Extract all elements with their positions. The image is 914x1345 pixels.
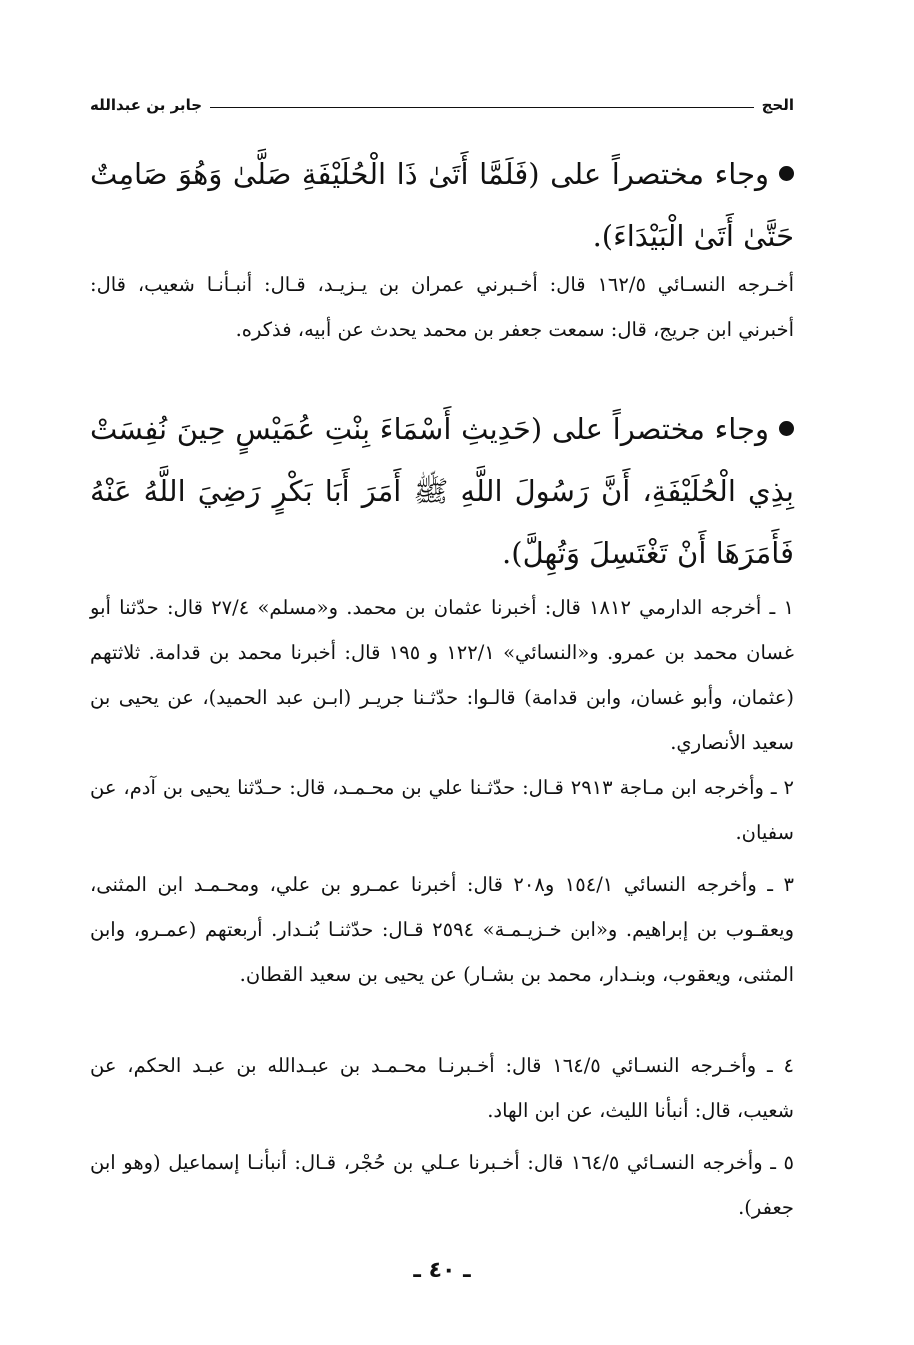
running-header — [90, 90, 794, 120]
footnote-paragraph — [90, 765, 794, 855]
quoted-section-1 — [90, 143, 794, 267]
footnote-paragraph — [90, 862, 794, 997]
note-text: ٥ ـ وأخرجه النسـائي ١٦٤/٥ قال: أخـبرنا عـلي بن حُجْر، قـال: أنبأنـا إسماعيل (وهو ابن جعفر). — [90, 1151, 794, 1219]
section-intro: وجاء مختصراً على — [551, 412, 769, 446]
footnote-paragraph — [90, 585, 794, 765]
footnote-paragraph — [90, 262, 794, 352]
bullet-icon — [779, 421, 794, 436]
section-quote: (فَلَمَّا أَتَىٰ ذَا الْحُلَيْفَةِ صَلَّىٰ وَهُوَ صَامِتٌ حَتَّىٰ أَتَىٰ الْبَيْدَاءَ). — [90, 157, 794, 253]
section-quote: (حَدِيثِ أَسْمَاءَ بِنْتِ عُمَيْسٍ حِينَ نُفِسَتْ بِذِي الْحُلَيْفَةِ، أَنَّ رَسُولَ اللَّهِ ﷺ أَمَرَ أَبَا بَكْرٍ رَضِيَ اللَّهُ عَنْهُ فَأَمَرَهَا أَنْ تَغْتَسِلَ وَتُهِلَّ). — [90, 412, 794, 570]
quoted-section-2 — [90, 398, 794, 584]
note-text: أخـرجه النسـائي ١٦٢/٥ قال: أخـبرني عمران بن يـزيـد، قـال: أنبـأنـا شعيب، قال: أخبرني ابن جريج، قال: سمعت جعفر بن محمد يحدث عن أبيه، فذكره. — [90, 273, 795, 341]
book-page — [90, 0, 794, 1345]
note-text: ٤ ـ وأخـرجه النسـائي ١٦٤/٥ قال: أخـبرنـا محـمـد بن عبـدالله بن عبـد الحكم، عن شعيب، قال: أنبأنا الليث، عن ابن الهاد. — [90, 1054, 794, 1122]
header-rule — [210, 107, 754, 108]
note-text: ٣ ـ وأخرجه النسائي ١٥٤/١ و٢٠٨ قال: أخبرنا عمـرو بن علي، ومحـمـد ابن المثنى، ويعقـوب بن إبراهيم. و«ابن خـزيـمـة» ٢٥٩٤ قـال: حدّثنـا بُنـدار. أربعتهم (عمـرو، وابن المثنى، ويعقوب، وبنـدار، محمد بن بشـار) عن يحيى بن سعيد القطان. — [90, 873, 794, 986]
chapter-title: الحج — [761, 96, 794, 114]
footnote-paragraph — [90, 1043, 794, 1133]
section-intro: وجاء مختصراً على — [550, 157, 769, 191]
bullet-icon — [779, 166, 794, 181]
note-text: ١ ـ أخرجه الدارمي ١٨١٢ قال: أخبرنا عثمان بن محمد. و«مسلم» ٢٧/٤ قال: حدّثنا أبو غسان محمد بن عمرو. و«النسائي» ١٢٢/١ و ١٩٥ قال: أخبرنا محمد بن قدامة. ثلاثتهم (عثمان، وأبو غسان، وابن قدامة) قالـوا: حدّثـنا جريـر (ابـن عبد الحميد)، عن يحيى بن سعيد الأنصاري. — [90, 596, 794, 754]
footnote-paragraph — [90, 1140, 794, 1230]
note-text: ٢ ـ وأخرجه ابن مـاجة ٢٩١٣ قـال: حدّثـنا علي بن محـمـد، قال: حـدّثنا يحيى بن آدم، عن سفيان. — [90, 776, 794, 844]
author-name: جابر بن عبدالله — [90, 96, 203, 114]
page-number: ـ ٤٠ ـ — [413, 1258, 471, 1283]
